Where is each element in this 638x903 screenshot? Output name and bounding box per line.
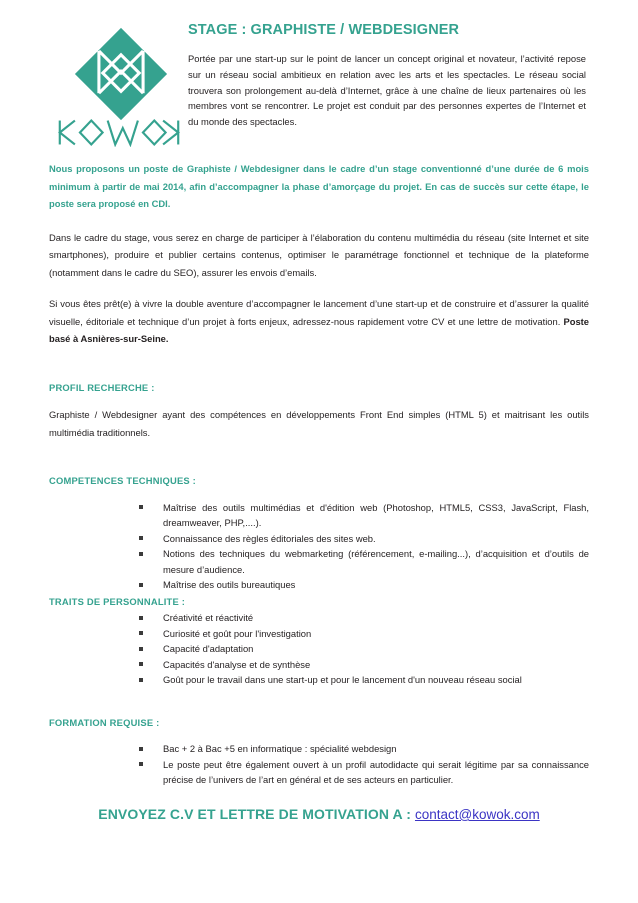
list-item-text: Notions des techniques du webmarketing (référencement, e-mailing...), d’acquisition et d’outils de mesure d’audience.: [163, 548, 589, 575]
bullet-square-icon: [139, 662, 143, 666]
document-body: [49, 160, 589, 788]
traits-list: [49, 610, 589, 688]
bullet-square-icon: [139, 616, 143, 620]
bullet-square-icon: [139, 505, 143, 509]
list-item: [139, 757, 589, 788]
spacer: [49, 396, 589, 406]
list-item: [139, 531, 589, 547]
spacer: [49, 455, 589, 472]
list-item-text: Créativité et réactivité: [163, 612, 254, 623]
formation-list: [49, 741, 589, 788]
list-item: [139, 641, 589, 657]
spacer: [49, 362, 589, 379]
spacer: [49, 688, 589, 714]
footer-call-to-action-text: ENVOYEZ C.V ET LETTRE DE MOTIVATION A :: [98, 806, 415, 822]
list-item: [139, 610, 589, 626]
document-header: [0, 22, 638, 154]
bullet-square-icon: [139, 536, 143, 540]
bullet-square-icon: [139, 762, 143, 766]
bullet-square-icon: [139, 583, 143, 587]
bullet-square-icon: [139, 647, 143, 651]
contact-email-link[interactable]: contact@kowok.com: [414, 807, 540, 822]
page-title: STAGE : GRAPHISTE / WEBDESIGNER: [188, 22, 460, 38]
list-item-text: Capacité d'adaptation: [163, 643, 254, 654]
list-item-text: Maîtrise des outils bureautiques: [163, 579, 296, 590]
bullet-square-icon: [139, 678, 143, 682]
list-item: [139, 500, 589, 531]
cta-lead-text: Si vous êtes prêt(e) à vivre la double aventure d’accompagner le lancement d’une start-up et de construire et d’assurer la qualité visuelle, éditoriale et technique d’un projet à forts enjeux, adressez-nous rapidement votre CV et une lettre de motivation.: [49, 298, 589, 327]
list-item-text: Goût pour le travail dans une start-up et pour le lancement d'un nouveau réseau social: [163, 674, 522, 685]
missions-paragraph: Dans le cadre du stage, vous serez en charge de participer à l’élaboration du contenu multimédia du réseau (site Internet et site smartphones), produire et publier certains contenus, optimiser le paramétrage fonctionnel et technique de la plateforme (notamment dans le cadre du SEO), assurer les envois d’emails.: [49, 231, 589, 278]
spacer: [49, 731, 589, 741]
list-item-text: Bac + 2 à Bac +5 en informatique : spécialité webdesign: [163, 743, 397, 754]
header-text-block: [188, 22, 586, 129]
kowok-logo: [56, 26, 186, 147]
list-item-text: Connaissance des règles éditoriales des sites web.: [163, 532, 376, 544]
kowok-diamond-icon: [73, 26, 169, 122]
offer-highlight-paragraph: Nous proposons un poste de Graphiste / Webdesigner dans le cadre d’un stage conventionné d’une durée de 6 mois minimum à partir de mai 2014, afin d’accompagner la phase d’amorçage du projet. En cas de succès sur cette étape, le poste sera proposé en CDI.: [49, 163, 589, 209]
section-heading-formation: FORMATION REQUISE :: [49, 716, 160, 728]
list-item-text: Maîtrise des outils multimédias et d'édition web (Photoshop, HTML5, CSS3, JavaScript, Flash, dreamweaver, PHP,....).: [163, 501, 589, 528]
bullet-square-icon: [139, 747, 143, 751]
bullet-square-icon: [139, 552, 143, 556]
list-item: [139, 626, 589, 642]
section-heading-traits: TRAITS DE PERSONNALITE :: [49, 595, 186, 607]
list-item: [139, 657, 589, 673]
list-item-text: Capacités d'analyse et de synthèse: [163, 658, 311, 670]
list-item: [139, 741, 589, 757]
spacer: [49, 490, 589, 500]
list-item: [139, 546, 589, 577]
list-item: [139, 577, 589, 593]
document-footer: [0, 806, 638, 824]
intro-paragraph: Portée par une start-up sur le point de lancer un concept original et novateur, l’activité repose sur un réseau social ambitieux en relation avec les arts et les spectacles. Le réseau social trouvera son prolongement au-delà d’Internet, grâce à une chaîne de lieux partenaires où les membres vont se rencontrer. Le projet est conduit par des personnes expertes de l’Internet et du monde des spectacles.: [188, 53, 586, 127]
section-heading-profil: PROFIL RECHERCHE :: [49, 381, 155, 393]
bullet-square-icon: [139, 631, 143, 635]
call-to-action-paragraph: [49, 295, 589, 348]
profil-paragraph: Graphiste / Webdesigner ayant des compétences en développements Front End simples (HTML 5) et maitrisant les outils multimédia traditionnels.: [49, 409, 589, 438]
cta-location-text: Poste basé à Asnières-sur-Seine.: [49, 315, 589, 344]
section-heading-competences: COMPETENCES TECHNIQUES :: [49, 475, 196, 486]
list-item-text: Curiosité et goût pour l'investigation: [163, 627, 312, 639]
kowok-wordmark: [56, 118, 182, 147]
list-item: [139, 672, 589, 688]
competences-list: [49, 500, 589, 593]
list-item-text: Le poste peut être également ouvert à un profil autodidacte qui serait légitime par sa connaissance précise de l’univers de l’art en général et de ses acteurs en particulier.: [163, 758, 589, 785]
